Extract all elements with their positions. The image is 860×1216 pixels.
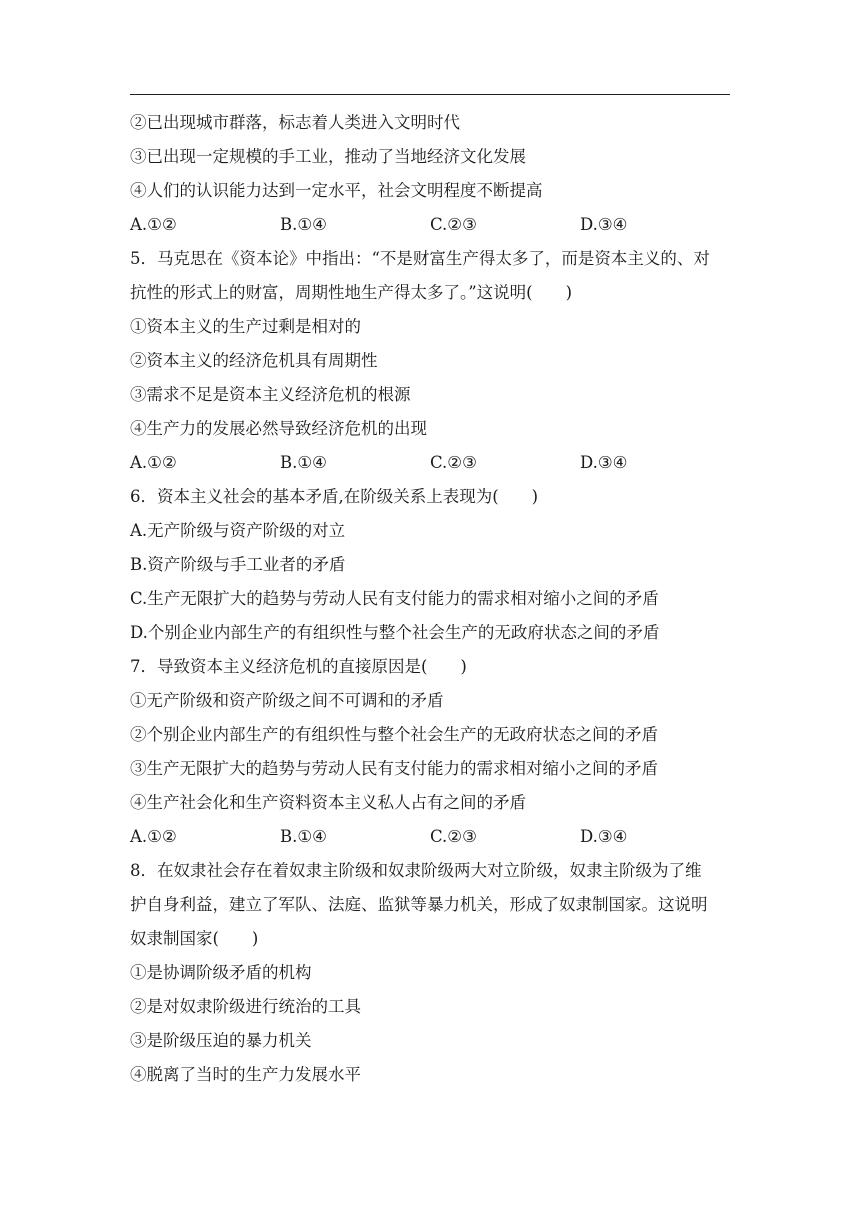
statement: ②资本主义的经济危机具有周期性 (130, 351, 378, 370)
choice-a: A.无产阶级与资产阶级的对立 (130, 521, 346, 540)
choice-d: D.个别企业内部生产的有组织性与整个社会生产的无政府状态之间的矛盾 (130, 623, 660, 642)
option-d: D.③④ (580, 215, 628, 234)
exam-content (130, 106, 734, 1092)
question-stem: 护自身利益，建立了军队、法庭、监狱等暴力机关，形成了奴隶制国家。这说明 (130, 895, 708, 914)
option-d: D.③④ (580, 453, 628, 472)
statement: ③已出现一定规模的手工业，推动了当地经济文化发展 (130, 147, 526, 166)
question-stem: 8．在奴隶社会存在着奴隶主阶级和奴隶阶级两大对立阶级，奴隶主阶级为了维 (130, 861, 702, 880)
option-b: B.①④ (280, 215, 327, 234)
question-6 (130, 480, 734, 650)
statement: ③生产无限扩大的趋势与劳动人民有支付能力的需求相对缩小之间的矛盾 (130, 759, 658, 778)
statement: ④生产社会化和生产资料资本主义私人占有之间的矛盾 (130, 793, 526, 812)
option-b: B.①④ (280, 827, 327, 846)
option-a: A.①② (130, 453, 177, 472)
statement: ④生产力的发展必然导致经济危机的出现 (130, 419, 427, 438)
statement: ③是阶级压迫的暴力机关 (130, 1031, 312, 1050)
statement: ①是协调阶级矛盾的机构 (130, 963, 312, 982)
statement: ①无产阶级和资产阶级之间不可调和的矛盾 (130, 691, 444, 710)
statement: ①资本主义的生产过剩是相对的 (130, 317, 361, 336)
option-a: A.①② (130, 215, 177, 234)
statement: ④人们的认识能力达到一定水平，社会文明程度不断提高 (130, 181, 543, 200)
option-d: D.③④ (580, 827, 628, 846)
question-stem: 抗性的形式上的财富，周期性地生产得太多了。”这说明( ) (130, 283, 573, 302)
option-a: A.①② (130, 827, 177, 846)
question-stem: 奴隶制国家( ) (130, 929, 259, 948)
choice-c: C.生产无限扩大的趋势与劳动人民有支付能力的需求相对缩小之间的矛盾 (130, 589, 659, 608)
statement: ③需求不足是资本主义经济危机的根源 (130, 385, 411, 404)
header-rule (130, 94, 730, 95)
answer-options (130, 208, 734, 242)
question-5 (130, 242, 734, 480)
statement: ②已出现城市群落，标志着人类进入文明时代 (130, 113, 460, 132)
question-8 (130, 854, 734, 1092)
question-stem: 7．导致资本主义经济危机的直接原因是( ) (130, 657, 467, 676)
option-c: C.②③ (430, 827, 477, 846)
choice-b: B.资产阶级与手工业者的矛盾 (130, 555, 346, 574)
question-stem: 6．资本主义社会的基本矛盾,在阶级关系上表现为( ) (130, 487, 539, 506)
question-7 (130, 650, 734, 854)
option-c: C.②③ (430, 215, 477, 234)
answer-options (130, 446, 734, 480)
option-b: B.①④ (280, 453, 327, 472)
statement: ②个别企业内部生产的有组织性与整个社会生产的无政府状态之间的矛盾 (130, 725, 658, 744)
statement: ②是对奴隶阶级进行统治的工具 (130, 997, 361, 1016)
answer-options (130, 820, 734, 854)
question-stem: 5．马克思在《资本论》中指出：“不是财富生产得太多了，而是资本主义的、对 (130, 249, 710, 268)
question-4-continued (130, 106, 734, 242)
option-c: C.②③ (430, 453, 477, 472)
statement: ④脱离了当时的生产力发展水平 (130, 1065, 361, 1084)
